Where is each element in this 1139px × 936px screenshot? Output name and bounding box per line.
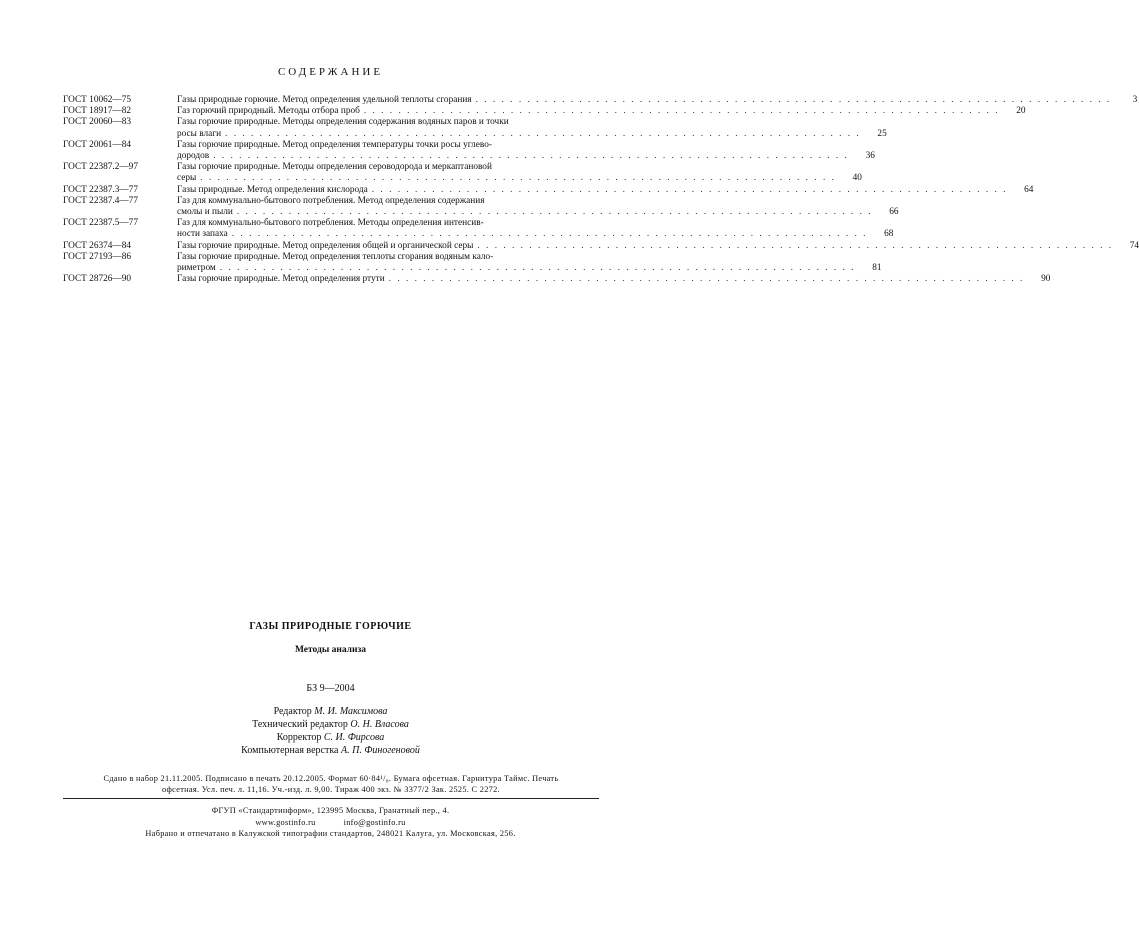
toc-entry-page: 25 [877,128,887,139]
toc-entry-line [177,229,893,240]
credit-role: Редактор [273,706,312,717]
dot-leader [220,263,856,274]
toc-entry-line [177,162,862,173]
imprint-line: Сдано в набор 21.11.2005. Подписано в печать 20.12.2005. Формат 60·84¹/₈. Бумага офсетная. Гарнитура Таймс. Печать [103,774,559,783]
book-subtitle: Методы анализа [294,645,367,655]
toc-entry-title: Газы горючие природные. Метод определения температуры точки росы углево- [177,139,492,150]
dot-leader [389,274,1025,285]
toc-entry-code: ГОСТ 22387.3—77 [63,184,138,195]
toc-entry [63,240,1139,252]
toc-entry-line [177,185,1033,196]
toc-entry-line [177,218,893,229]
credit-role: Технический редактор [252,719,348,730]
toc-entry-page: 68 [884,229,894,240]
toc-entry-line [177,252,882,263]
toc-entry-line [177,140,875,151]
toc-entry-title: Газы горючие природные. Метод определения теплоты сгорания водяным кало- [177,251,494,262]
toc-entry [63,106,1026,117]
dot-leader [364,106,1000,117]
toc-entry-title: Газы горючие природные. Методы определения сероводорода и меркаптановой [177,162,492,173]
toc-entry-title: Газы природные. Метод определения кислорода [177,184,368,195]
imprint-line: офсетная. Усл. печ. л. 11,16. Уч.-изд. л. 9,00. Тираж 400 экз. № 3377/2 Зак. 2525. С 2272. [162,785,500,794]
toc-entry [63,218,894,240]
dot-leader [225,129,861,140]
toc-entry-code: ГОСТ 10062—75 [63,95,132,105]
toc-entry-code: ГОСТ 28726—90 [63,274,132,285]
toc-entry-title: Газ горючий природный. Методы отбора проб [177,106,360,117]
toc-entry-title: серы [177,173,197,184]
page-spacer [840,162,862,173]
credit-name: О. Н. Власова [350,719,409,730]
toc-entry-body [177,196,899,218]
toc-entry-title: Газ для коммунально-бытового потребления. Методы определения интенсив- [177,218,484,229]
credit-role: Корректор [276,732,322,743]
toc-entry [63,251,882,274]
toc-entry-title: Газ для коммунально-бытового потребления. Метод определения содержания [177,195,485,206]
toc-list [63,95,1139,285]
toc-entry-line [177,274,1050,285]
toc-entry-body [177,241,1139,252]
toc-entry-line [177,95,1137,106]
toc-entry-page: 74 [1129,240,1139,251]
publisher-email: info@gostinfo.ru [343,817,406,827]
page-spacer [877,196,899,207]
toc-entry-line [177,117,887,128]
toc-entry [63,184,1034,196]
page-spacer [871,218,893,229]
toc-entry-body [177,95,1137,106]
dot-leader [372,185,1008,196]
toc-entry-title: Газы природные горючие. Метод определения удельной теплоты сгорания [177,95,472,105]
credit-name: М. И. Максимова [314,706,388,717]
toc-entry-page: 20 [1016,106,1026,117]
toc-entry-line [177,263,882,274]
toc-entry-body [177,252,882,274]
toc-entry-line [177,151,875,162]
toc-entry-line [177,106,1026,117]
credit-name: С. И. Фирсова [323,732,385,743]
toc-entry [63,117,887,139]
toc-entry-line [177,196,899,207]
dot-leader [237,207,873,218]
dot-leader [232,229,868,240]
bz-number: БЗ 9—2004 [306,683,355,694]
toc-entry-code: ГОСТ 22387.5—77 [63,218,138,229]
toc-entry-body [177,117,887,139]
publisher-address: ФГУП «Стандартинформ», 123995 Москва, Гранатный пер., 4. [211,806,450,815]
toc-entry [63,274,1051,285]
toc-entry-page: 3 [1132,95,1138,105]
toc-entry-page: 90 [1041,274,1051,285]
credit-layout [0,744,661,757]
toc-entry-title: Газы горючие природные. Метод определения общей и органической серы [177,240,474,251]
toc-entry-page: 64 [1024,184,1034,195]
credit-role: Компьютерная верстка [241,745,339,756]
imprint [63,773,599,795]
credit-name: А. П. Финогеновой [340,745,420,756]
toc-entry-body [177,162,862,184]
toc-entry-body [177,106,1026,117]
book-title: ГАЗЫ ПРИРОДНЫЕ ГОРЮЧИЕ [249,621,412,632]
dot-leader [213,151,849,162]
toc-title: СОДЕРЖАНИЕ [277,66,384,78]
toc-entry-code: ГОСТ 18917—82 [63,106,132,117]
toc-entry-code: ГОСТ 22387.4—77 [63,195,138,206]
toc-entry-code: ГОСТ 26374—84 [63,240,132,251]
toc-entry-line [177,241,1139,252]
toc-entry [63,95,1138,106]
toc-entry-page: 36 [865,151,875,162]
dot-leader [200,173,836,184]
toc-entry-body [177,185,1033,196]
toc-entry-title: дородов [177,151,210,162]
divider [63,798,599,799]
toc-entry-page: 81 [872,263,882,274]
toc-entry-body [177,140,875,162]
toc-entry-line [177,173,862,184]
printer-address: Набрано и отпечатано в Калужской типографии стандартов, 248021 Калуга, ул. Московская, 256. [145,829,516,838]
publisher-site: www.gostinfo.ru [255,817,316,827]
credit-tech-editor [0,718,661,731]
page-spacer [860,252,882,263]
toc-entry-line [177,129,887,140]
toc-entry-page: 40 [852,173,862,184]
toc-entry-body [177,274,1050,285]
toc-entry-code: ГОСТ 27193—86 [63,251,132,262]
toc-entry [63,195,899,218]
toc-entry-code: ГОСТ 22387.2—97 [63,162,138,173]
toc-entry-title: росы влаги [177,128,222,139]
credit-editor [0,705,661,718]
dot-leader [477,241,1113,252]
credits [0,705,661,757]
toc-entry-title: ности запаха [177,229,228,240]
toc-entry-code: ГОСТ 20060—83 [63,117,132,128]
toc-entry-code: ГОСТ 20061—84 [63,139,132,150]
dot-leader [476,95,1112,106]
toc-entry [63,139,875,162]
publisher-info [0,805,661,840]
toc-entry [63,162,862,184]
page-spacer [865,117,887,128]
publisher-contacts [0,817,661,829]
toc-entry-body [177,218,893,240]
toc-entry-title: риметром [177,263,216,274]
toc-entry-title: смолы и пыли [177,207,233,218]
toc-entry-title: Газы горючие природные. Метод определения ртути [177,274,385,285]
page-spacer [853,140,875,151]
credit-proofreader [0,731,661,744]
toc-entry-page: 66 [889,207,899,218]
toc-entry-title: Газы горючие природные. Методы определения содержания водяных паров и точки [177,117,509,128]
toc-entry-line [177,207,899,218]
